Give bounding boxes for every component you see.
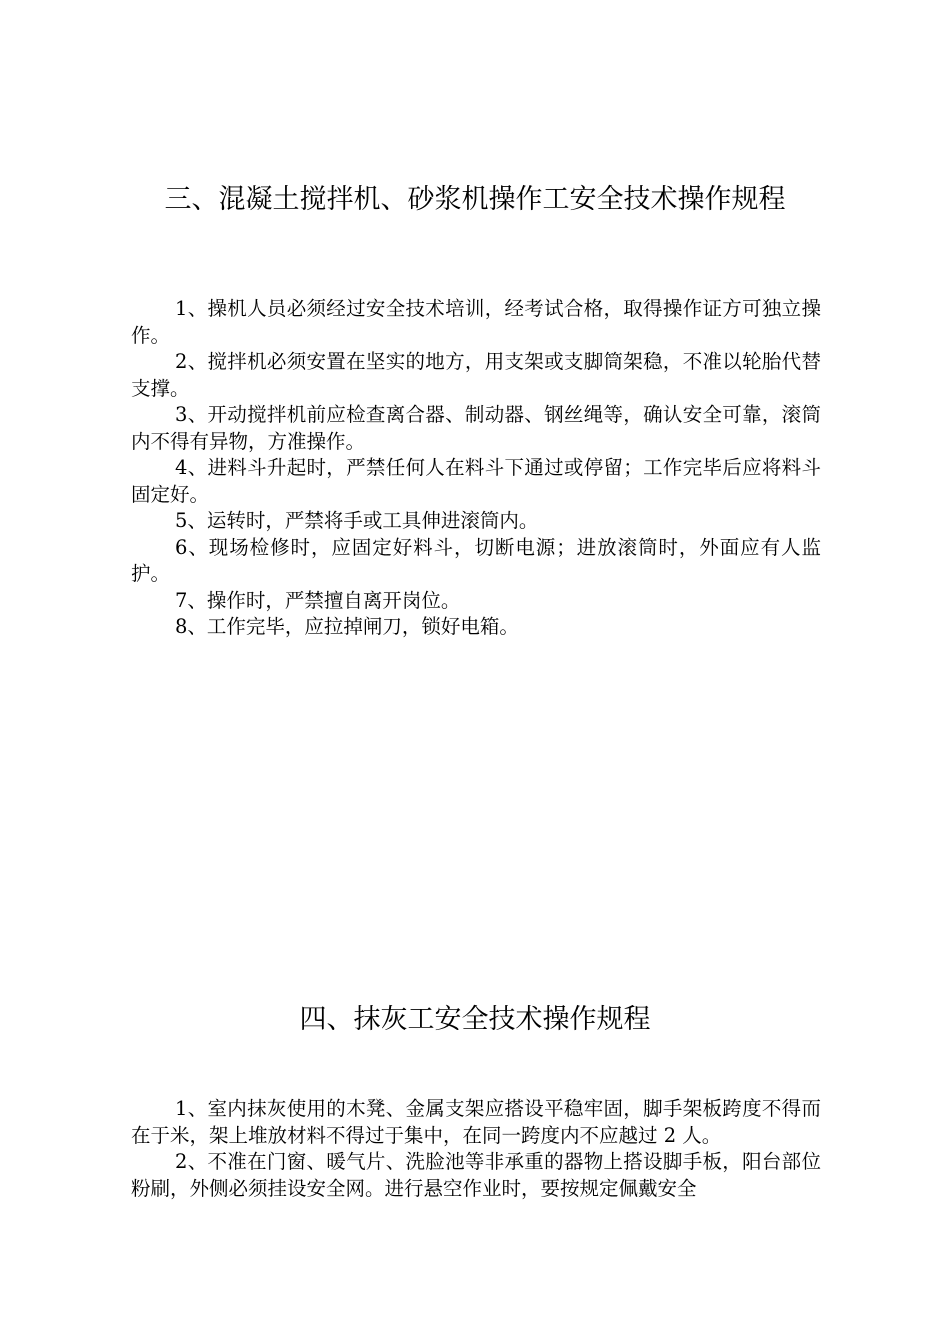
section-3-title: 三、混凝土搅拌机、砂浆机操作工安全技术操作规程 [164, 184, 786, 215]
section-3-paragraph-1: 1、操机人员必须经过安全技术培训，经考试合格，取得操作证方可独立操作。 [131, 297, 821, 347]
section-3-paragraph-8: 8、工作完毕，应拉掉闸刀，锁好电箱。 [175, 615, 519, 638]
section-3-paragraph-3: 3、开动搅拌机前应检查离合器、制动器、钢丝绳等，确认安全可靠，滚筒内不得有异物，方准操作。 [131, 403, 821, 453]
section-4-body [131, 1096, 821, 1202]
section-3-paragraph-4: 4、进料斗升起时，严禁任何人在料斗下通过或停留；工作完毕后应将料斗固定好。 [131, 456, 821, 506]
section-4-title: 四、抹灰工安全技术操作规程 [299, 1004, 651, 1035]
section-4-paragraph-1: 1、室内抹灰使用的木凳、金属支架应搭设平稳牢固，脚手架板跨度不得而在于米，架上堆放材料不得过于集中，在同一跨度内不应越过 2 人。 [131, 1097, 821, 1147]
section-4-paragraph-2: 2、不准在门窗、暖气片、洗脸池等非承重的器物上搭设脚手板，阳台部位粉刷，外侧必须挂设安全网。进行悬空作业时，要按规定佩戴安全 [131, 1150, 821, 1200]
section-3-paragraph-7: 7、操作时，严禁擅自离开岗位。 [175, 588, 461, 612]
section-3-paragraph-2: 2、搅拌机必须安置在坚实的地方，用支架或支脚筒架稳，不准以轮胎代替支撑。 [131, 350, 821, 400]
section-3-paragraph-6: 6、现场检修时，应固定好料斗，切断电源；进放滚筒时，外面应有人监护。 [131, 535, 821, 585]
section-3-body [131, 296, 821, 641]
section-3-paragraph-5: 5、运转时，严禁将手或工具伸进滚筒内。 [175, 509, 539, 532]
